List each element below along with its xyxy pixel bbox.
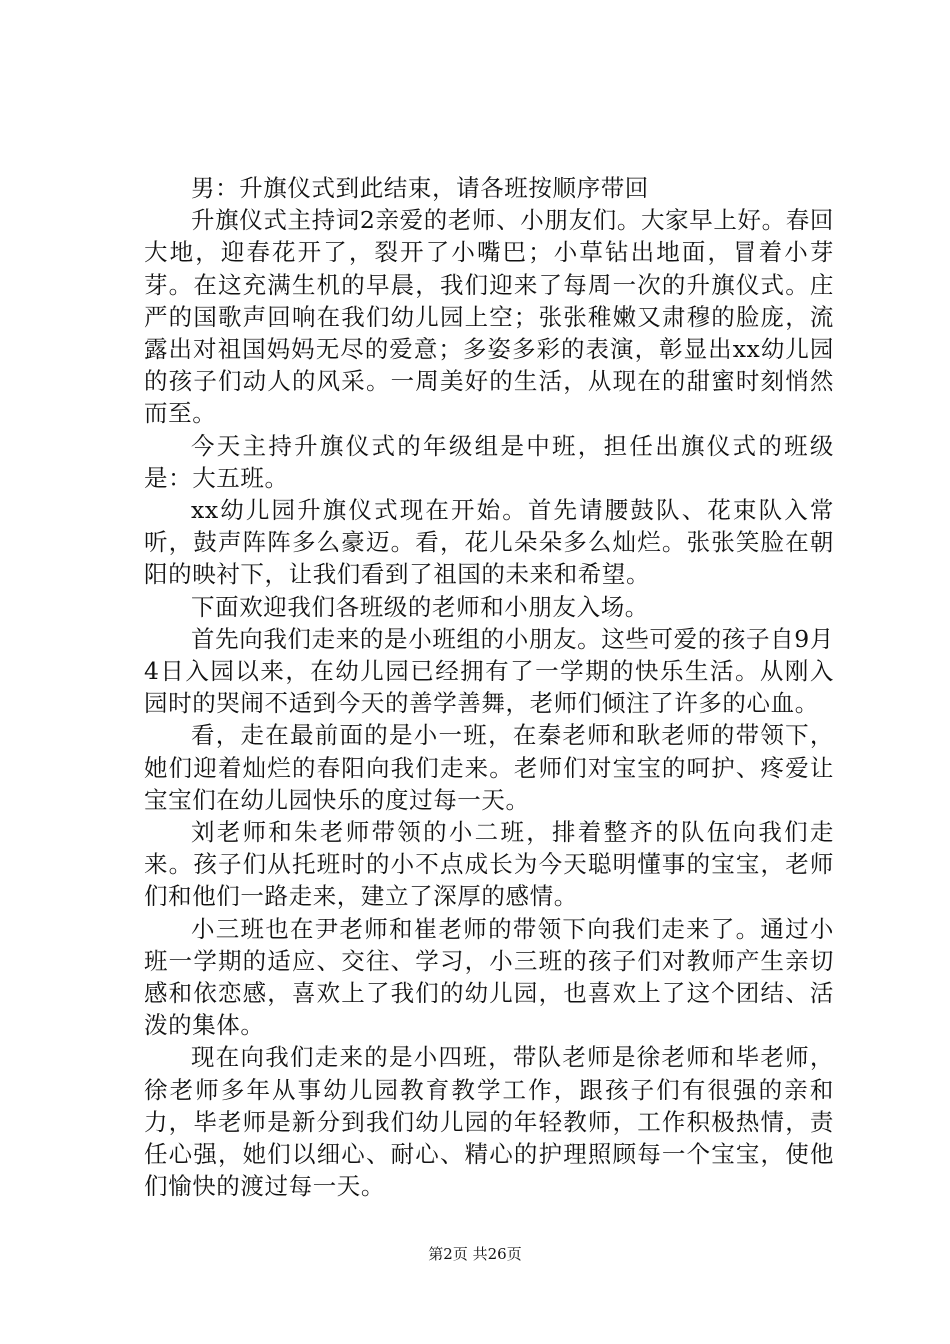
paragraph-class-two: 刘老师和朱老师带领的小二班，排着整齐的队伍向我们走来。孩子们从托班时的小不点成长为今天聪明懂事的宝宝，老师们和他们一路走来，建立了深厚的感情。 (144, 818, 834, 911)
paragraph-closing-line: 男：升旗仪式到此结束，请各班按顺序带回 (191, 174, 649, 202)
page-number-footer: 第2页 共26页 (428, 1245, 522, 1263)
paragraph-class-three: 小三班也在尹老师和崔老师的带领下向我们走来了。通过小班一学期的适应、交往、学习，小三班的孩子们对教师产生亲切感和依恋感，喜欢上了我们的幼儿园，也喜欢上了这个团结、活泼的集体。 (144, 914, 834, 1040)
paragraph-class-four: 现在向我们走来的是小四班，带队老师是徐老师和毕老师，徐老师多年从事幼儿园教育教学工作，跟孩子们有很强的亲和力，毕老师是新分到我们幼儿园的年轻教师，工作积极热情，责任心强，她们以细心、耐心、精心的护理照顾每一个宝宝，使他们愉快的渡过每一天。 (144, 1043, 834, 1201)
paragraph-host-class: 今天主持升旗仪式的年级组是中班，担任出旗仪式的班级是：大五班。 (144, 431, 834, 492)
paragraph-class-one: 看，走在最前面的是小一班，在秦老师和耿老师的带领下，她们迎着灿烂的春阳向我们走来。老师们对宝宝的呵护、疼爱让宝宝们在幼儿园快乐的度过每一天。 (144, 721, 834, 814)
paragraph-welcome-entry: 下面欢迎我们各班级的老师和小朋友入场。 (191, 592, 649, 621)
paragraph-ceremony-start: xx幼儿园升旗仪式现在开始。首先请腰鼓队、花束队入常听，鼓声阵阵多么豪迈。看，花儿朵朵多么灿烂。张张笑脸在朝阳的映衬下，让我们看到了祖国的未来和希望。 (144, 496, 834, 589)
paragraph-opening-greeting: 升旗仪式主持词2亲爱的老师、小朋友们。大家早上好。春回大地，迎春花开了，裂开了小嘴巴；小草钻出地面，冒着小芽芽。在这充满生机的早晨，我们迎来了每周一次的升旗仪式。庄严的国歌声回响在我们幼儿园上空；张张稚嫩又肃穆的脸庞，流露出对祖国妈妈无尽的爱意；多姿多彩的表演，彰显出xx幼儿园的孩子们动人的风采。一周美好的生活，从现在的甜蜜时刻悄然而至。 (144, 206, 834, 428)
paragraph-small-classes-intro: 首先向我们走来的是小班组的小朋友。这些可爱的孩子自9月4日入园以来，在幼儿园已经拥有了一学期的快乐生活。从刚入园时的哭闹不适到今天的善学善舞，老师们倾注了许多的心血。 (144, 624, 834, 718)
document-body (144, 172, 834, 1203)
